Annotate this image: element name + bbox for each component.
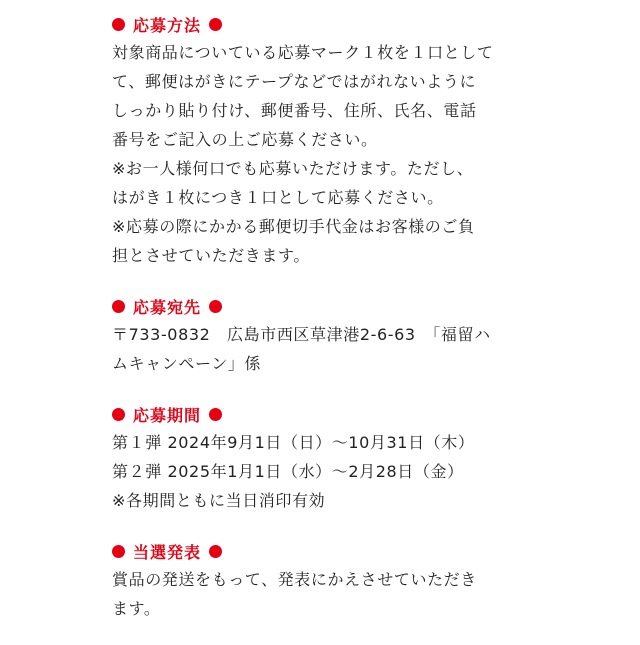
red-dot-icon <box>209 18 222 31</box>
body-line: 〒733-0832 広島市西区草津港2-6-63 「福留ハ <box>112 325 491 344</box>
body-line: 番号をご記入の上ご応募ください。 <box>112 130 378 149</box>
body-line: はがき１枚につき１口として応募ください。 <box>112 188 444 207</box>
red-dot-icon <box>209 300 222 313</box>
heading-text: 応募宛先 <box>133 297 202 317</box>
section-period <box>112 400 532 515</box>
red-dot-icon <box>209 408 222 421</box>
body-line: て、郵便はがきにテープなどではがれないように <box>112 72 477 91</box>
section-heading <box>112 537 532 565</box>
body-line: 対象商品についている応募マーク１枚を１口として <box>112 43 494 62</box>
red-dot-icon <box>112 545 125 558</box>
section-address <box>112 292 532 378</box>
campaign-rules <box>112 10 532 645</box>
section-heading <box>112 400 532 428</box>
body-line: ます。 <box>112 599 161 618</box>
section-heading <box>112 10 532 38</box>
body-line: ※お一人様何口でも応募いただけます。ただし、 <box>112 159 474 178</box>
body-line: 賞品の発送をもって、発表にかえさせていただき <box>112 570 477 589</box>
body-line: 第２弾 2025年1月1日（水）～2月28日（金） <box>112 462 464 481</box>
body-line: ※各期間ともに当日消印有効 <box>112 491 326 510</box>
section-heading <box>112 292 532 320</box>
body-line: 第１弾 2024年9月1日（日）～10月31日（木） <box>112 433 475 452</box>
section-how-to-apply <box>112 10 532 270</box>
body-line: しっかり貼り付け、郵便番号、住所、氏名、電話 <box>112 101 477 120</box>
heading-text: 応募期間 <box>133 405 202 425</box>
heading-text: 当選発表 <box>133 542 202 562</box>
heading-text: 応募方法 <box>133 15 202 35</box>
red-dot-icon <box>209 545 222 558</box>
section-announcement <box>112 537 532 623</box>
body-line: ムキャンペーン」係 <box>112 354 262 373</box>
red-dot-icon <box>112 18 125 31</box>
body-line: 担とさせていただきます。 <box>112 246 310 265</box>
red-dot-icon <box>112 300 125 313</box>
red-dot-icon <box>112 408 125 421</box>
body-line: ※応募の際にかかる郵便切手代金はお客様のご負 <box>112 217 475 236</box>
